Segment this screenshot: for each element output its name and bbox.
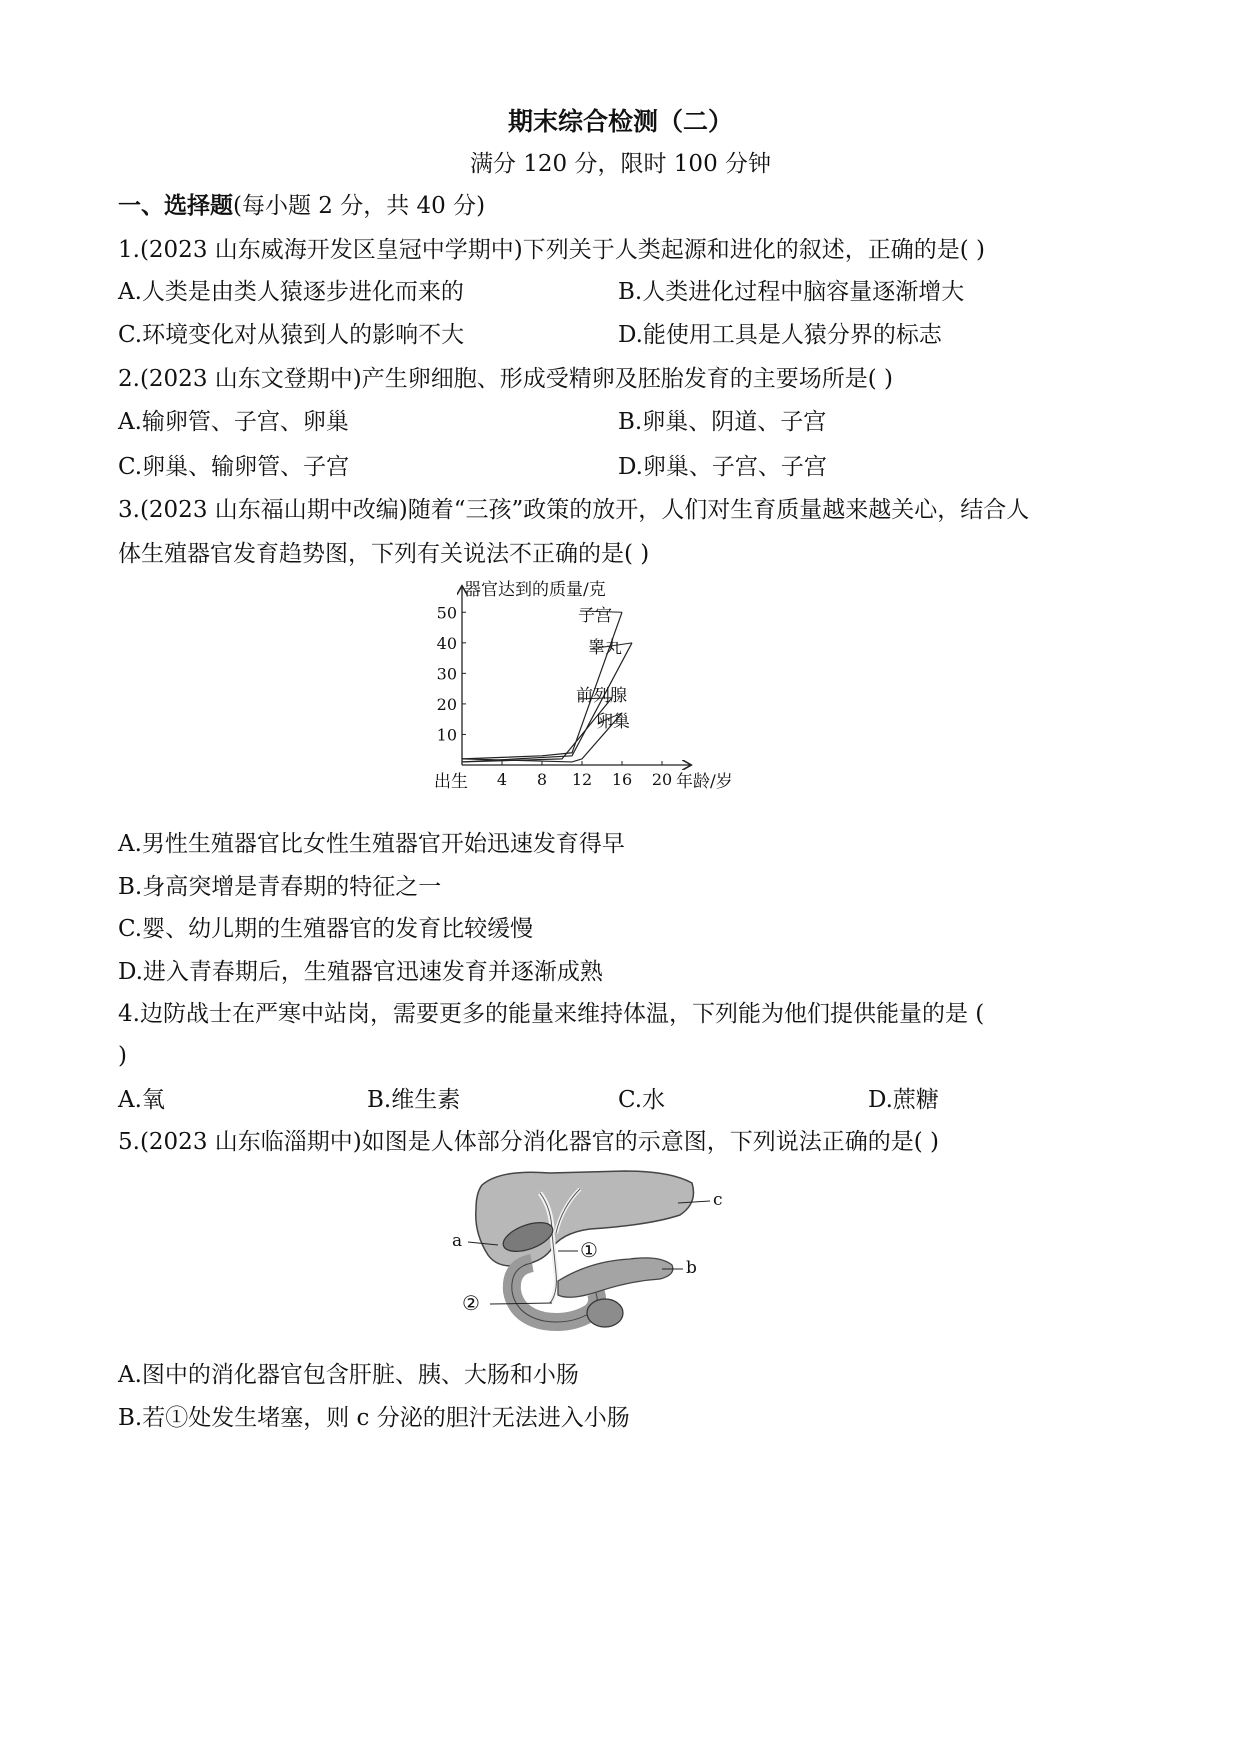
organ-growth-chart (434, 573, 760, 805)
y-tick-label: 10 (436, 725, 457, 745)
label-2: ② (462, 1291, 480, 1315)
series-label-2: 睾丸 (588, 638, 622, 658)
question-4-stem-line1: 4.边防战士在严寒中站岗，需要更多的能量来维持体温，下列能为他们提供能量的是 ( (118, 1001, 985, 1027)
question-5-option-a[interactable]: A.图中的消化器官包含肝脏、胰、大肠和小肠 (118, 1362, 579, 1388)
question-5-option-b[interactable]: B.若①处发生堵塞，则 c 分泌的胆汁无法进入小肠 (118, 1405, 630, 1431)
question-1-stem: 1.(2023 山东威海开发区皇冠中学期中)下列关于人类起源和进化的叙述，正确的是( ) (118, 237, 985, 263)
question-1-option-a[interactable]: A.人类是由类人猿逐步进化而来的 (118, 279, 464, 305)
x-axis-label: 年龄/岁 (676, 772, 733, 792)
x-tick-label: 20 (651, 770, 673, 789)
question-4-stem-line2: ) (118, 1043, 127, 1069)
question-2-option-b[interactable]: B.卵巢、阴道、子宫 (618, 409, 827, 435)
question-3-stem-line2: 体生殖器官发育趋势图，下列有关说法不正确的是( ) (118, 541, 650, 567)
y-tick-label: 50 (436, 603, 457, 623)
question-3-stem-line1: 3.(2023 山东福山期中改编)随着“三孩”政策的放开，人们对生育质量越来越关心，结合人 (118, 497, 1030, 523)
series-line-3 (462, 698, 612, 762)
page-subtitle: 满分 120 分，限时 100 分钟 (469, 151, 772, 177)
question-2-stem: 2.(2023 山东文登期中)产生卵细胞、形成受精卵及胚胎发育的主要场所是( ) (118, 366, 893, 392)
section-note: (每小题 2 分，共 40 分) (233, 193, 486, 219)
y-tick-label: 40 (436, 633, 457, 653)
series-label-3: 前列腺 (576, 686, 627, 706)
digestive-organs-figure (440, 1163, 770, 1348)
x-tick-label: 12 (571, 770, 593, 789)
series-label-4: 卵巢 (596, 712, 630, 732)
y-axis-label: 器官达到的质量/克 (464, 580, 606, 600)
intestine-shape (587, 1299, 623, 1327)
label-a: a (452, 1231, 463, 1251)
x-tick-label: 8 (536, 770, 548, 789)
question-1-option-d[interactable]: D.能使用工具是人猿分界的标志 (618, 322, 942, 348)
label-b: b (686, 1258, 697, 1278)
question-1-option-c[interactable]: C.环境变化对从猿到人的影响不大 (118, 322, 465, 348)
question-3-option-a[interactable]: A.男性生殖器官比女性生殖器官开始迅速发育得早 (118, 831, 625, 857)
section-label: 一、选择题 (118, 192, 233, 219)
question-3-option-c[interactable]: C.婴、幼儿期的生殖器官的发育比较缓慢 (118, 916, 534, 942)
question-4-option-a[interactable]: A.氧 (118, 1087, 165, 1113)
x-tick-label: 4 (496, 770, 508, 789)
question-2-option-d[interactable]: D.卵巢、子宫、子宫 (618, 454, 827, 480)
question-3-option-d[interactable]: D.进入青春期后，生殖器官迅速发育并逐渐成熟 (118, 959, 603, 985)
question-3-option-b[interactable]: B.身高突增是青春期的特征之一 (118, 874, 442, 900)
section-heading (118, 191, 485, 221)
x-origin-label: 出生 (434, 772, 468, 792)
question-4-option-c[interactable]: C.水 (618, 1087, 666, 1113)
y-tick-label: 20 (436, 694, 457, 714)
pancreas-shape (558, 1258, 673, 1297)
question-4-option-b[interactable]: B.维生素 (367, 1087, 461, 1113)
question-5-stem: 5.(2023 山东临淄期中)如图是人体部分消化器官的示意图，下列说法正确的是( ) (118, 1129, 939, 1155)
question-4-option-d[interactable]: D.蔗糖 (868, 1087, 939, 1113)
question-1-option-b[interactable]: B.人类进化过程中脑容量逐渐增大 (618, 279, 965, 305)
label-1: ① (580, 1238, 598, 1262)
series-label-1: 子宫 (578, 606, 612, 626)
label-c: c (713, 1190, 723, 1210)
x-tick-label: 16 (611, 770, 633, 789)
y-tick-label: 30 (436, 664, 457, 684)
page-title: 期末综合检测（二） (507, 107, 733, 136)
question-2-option-c[interactable]: C.卵巢、输卵管、子宫 (118, 454, 350, 480)
question-2-option-a[interactable]: A.输卵管、子宫、卵巢 (118, 409, 349, 435)
